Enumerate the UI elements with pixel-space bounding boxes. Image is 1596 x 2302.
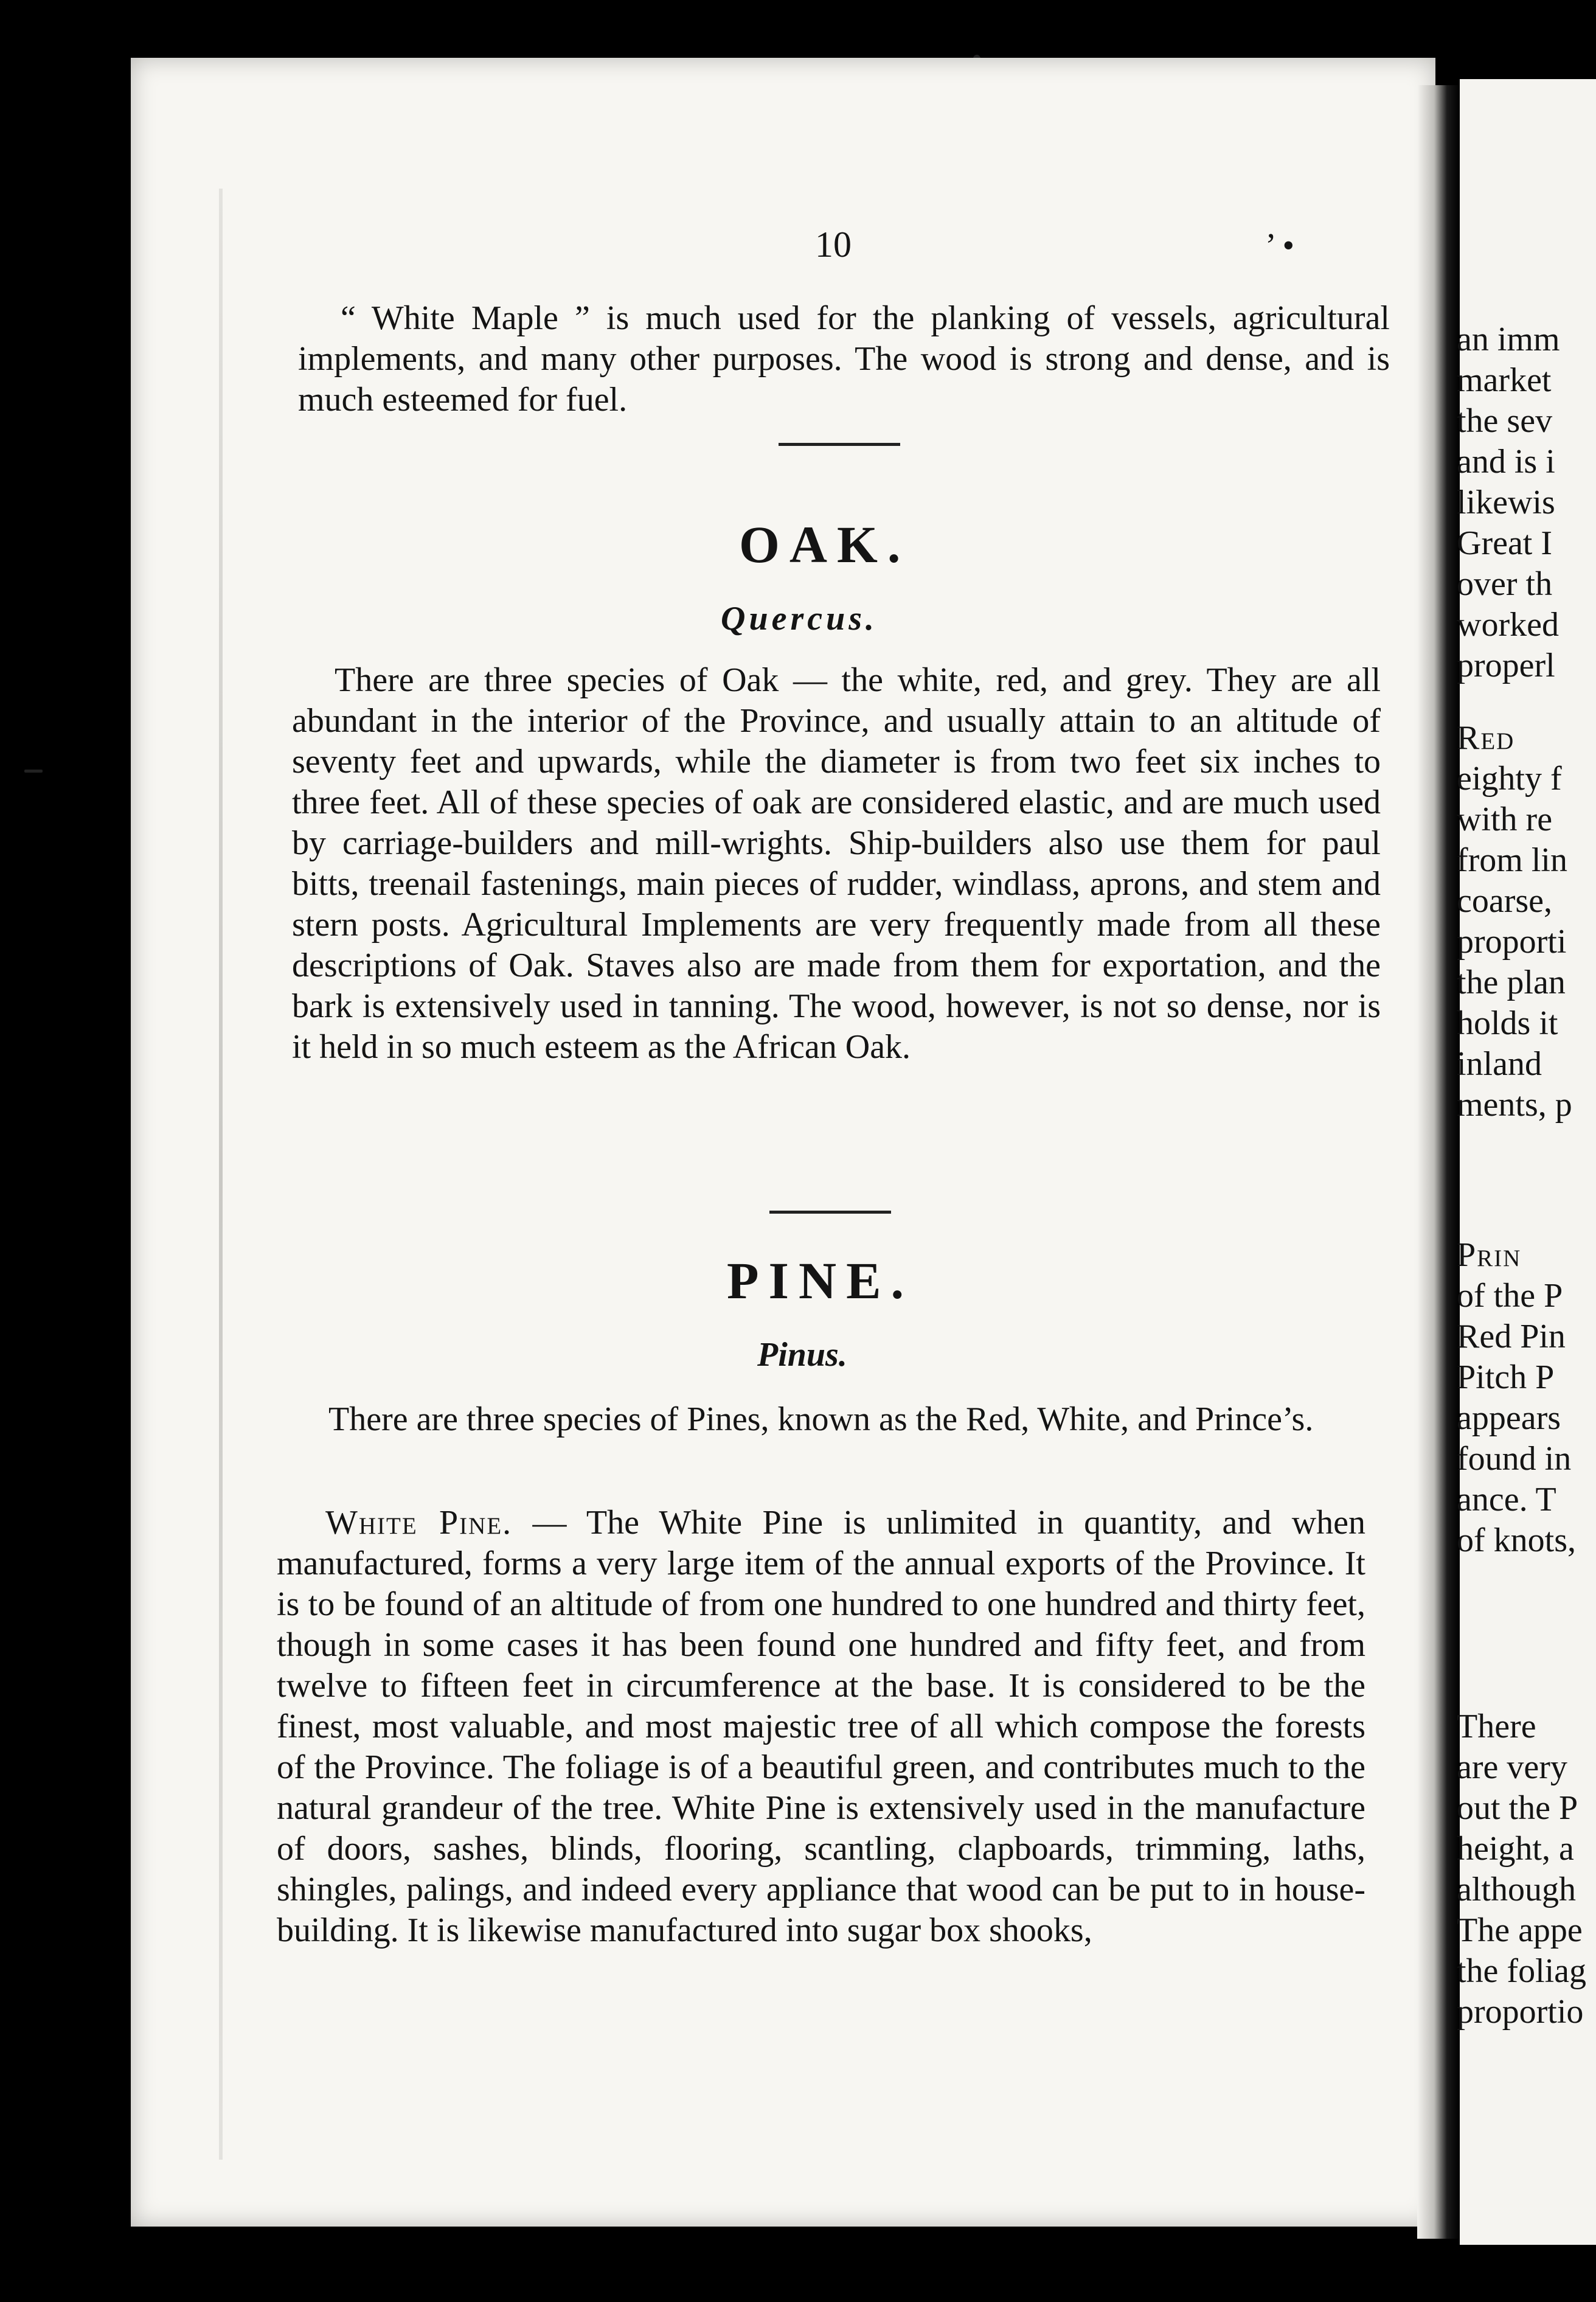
page-edge-shadow — [219, 189, 223, 2160]
right-page-line: market — [1457, 361, 1552, 399]
right-page-fragment — [1457, 1706, 1586, 2033]
heading-oak: OAK. — [739, 515, 911, 574]
right-page-line: coarse, — [1457, 882, 1553, 920]
right-page-line: holds it — [1457, 1004, 1558, 1042]
right-page-line: appears — [1457, 1399, 1561, 1437]
scan-speck — [24, 770, 43, 773]
right-page-line: The appe — [1457, 1911, 1583, 1949]
right-page-line: the sev — [1457, 402, 1553, 440]
latin-name-pine: Pinus. — [757, 1336, 847, 1374]
page-gutter — [1417, 85, 1460, 2239]
right-page-fragment — [1457, 1235, 1576, 1561]
right-page-line: over th — [1457, 565, 1553, 603]
white-pine-text: — The White Pine is unlimited in quantity, and when manufactured, forms a very large item of the annual exports of the Province. It is to be found of an altitude of from one hundred to one hundred and thirty feet, though in some cases it has been found one hundred and fifty feet, and from twelve to fifteen feet in circumference at the base. It is considered to be the finest, most valuable, and most majestic tree of all which compose the forests of the Province. The foliage is of a beautiful green, and contributes much to the natural grandeur of the tree. White Pine is extensively used in the manufacture of doors, sashes, blinds, flooring, scantling, clapboards, trimming, laths, shingles, palings, and indeed every appliance that wood can be put to in house-building. It is likewise manufactured into sugar box shooks, — [277, 1504, 1365, 1949]
right-page-line: Red Pin — [1457, 1318, 1566, 1355]
right-page-line: although — [1457, 1871, 1576, 1908]
heading-pine: PINE. — [727, 1251, 914, 1310]
paragraph-oak: There are three species of Oak — the white, red, and grey. They are all abundant in the interior of the Province, and usually attain to an altitude of seventy feet and upwards, while the diameter is from two feet six inches to three feet. All of these species of oak are considered elastic, and are much used by carriage-builders and mill-wrights. Ship-builders also use them for paul bitts, treenail fastenings, main pieces of rudder, windlass, aprons, and stem and stern posts. Agricultural Implements are very frequently made from all these descriptions of Oak. Staves also are made from them for exportation, and the bark is extensively used in tanning. The wood, however, is not so dense, nor is it held in so much esteem as the African Oak. — [292, 661, 1381, 1066]
right-page-line: Pitch P — [1457, 1358, 1555, 1396]
right-page-line: ments, p — [1457, 1086, 1572, 1124]
right-page-line: and is i — [1457, 443, 1555, 481]
latin-name-oak: Quercus. — [721, 600, 878, 638]
paragraph-white-pine — [277, 1503, 1365, 1951]
section-divider — [779, 443, 900, 446]
right-page-line: of the P — [1457, 1277, 1563, 1315]
printer-mark: ’ • — [1265, 227, 1295, 265]
right-page-line: Great I — [1457, 524, 1553, 562]
right-page-line: out the P — [1457, 1789, 1578, 1827]
right-page-line: proportio — [1457, 1993, 1584, 2031]
right-page-line: the foliag — [1457, 1952, 1587, 1990]
right-page-line: worked — [1457, 606, 1559, 644]
section-divider — [769, 1211, 891, 1214]
right-page-line: There — [1457, 1708, 1536, 1745]
right-page-line: proporti — [1457, 923, 1567, 961]
right-page-line: likewis — [1457, 484, 1555, 521]
page-number: 10 — [815, 224, 852, 265]
right-page-line: Prin — [1457, 1236, 1522, 1274]
right-page-line: with re — [1457, 801, 1553, 838]
right-page-line: an imm — [1457, 321, 1560, 358]
right-page-line: found in — [1457, 1440, 1572, 1478]
right-page-fragment — [1457, 319, 1560, 686]
paragraph-white-maple: “ White Maple ” is much used for the planking of vessels, agricultural implements, and many other purposes. The wood is strong and dense, and is much esteemed for fuel. — [298, 299, 1390, 419]
right-page-line: ance. T — [1457, 1481, 1556, 1518]
right-page-line: the plan — [1457, 964, 1566, 1001]
right-page-line: of knots, — [1457, 1521, 1576, 1559]
right-page-line: Red — [1457, 719, 1515, 757]
right-page-line: from lin — [1457, 841, 1567, 879]
run-in-heading-white-pine: White Pine. — [325, 1504, 513, 1542]
paragraph-pine-intro: There are three species of Pines, known as the Red, White, and Prince’s. — [328, 1400, 1314, 1438]
right-page-line: height, a — [1457, 1830, 1574, 1868]
right-page-fragment — [1457, 718, 1572, 1125]
right-page-line: are very — [1457, 1748, 1567, 1786]
right-page-line: properl — [1457, 647, 1555, 684]
right-page-line: inland — [1457, 1045, 1542, 1083]
right-page-line: eighty f — [1457, 760, 1562, 798]
